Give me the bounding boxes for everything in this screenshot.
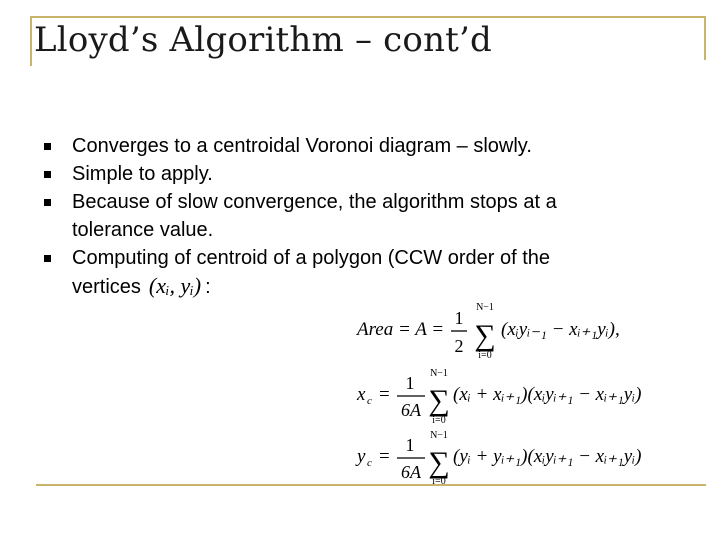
centroid-formulas <box>355 300 675 485</box>
area-label: Area = A = <box>357 319 445 340</box>
bullet-item <box>38 132 638 160</box>
yc-subscript: c <box>367 457 372 469</box>
square-bullet-icon <box>44 143 51 150</box>
xc-equals: = <box>379 384 390 405</box>
area-sum-lower-limit: i=0 <box>478 350 492 361</box>
area-sum-upper-limit: N−1 <box>476 302 494 313</box>
yc-summation-icon: ∑ <box>428 446 450 479</box>
frame-right-rule <box>704 16 706 60</box>
xc-sum-body: (xᵢ + xᵢ₊₁)(xᵢyᵢ₊₁ − xᵢ₊₁yᵢ) <box>453 384 642 405</box>
bullet-item <box>38 244 638 301</box>
xc-label: x <box>357 384 366 405</box>
xc-fraction-denominator: 6A <box>401 400 421 420</box>
bullet-text: Computing of centroid of a polygon (CCW order of the vertices <box>72 247 551 298</box>
frame-left-rule <box>30 16 32 66</box>
yc-label: y <box>357 446 366 467</box>
yc-sum-lower-limit: i=0 <box>432 476 446 485</box>
bullet-text: Because of slow convergence, the algorithm stops at a tolerance value. <box>72 191 557 241</box>
square-bullet-icon <box>44 171 51 178</box>
xc-fraction-numerator: 1 <box>405 373 415 393</box>
bullet-item <box>38 188 638 244</box>
yc-sum-upper-limit: N−1 <box>430 430 448 441</box>
xc-sum-lower-limit: i=0 <box>432 415 446 426</box>
bullet-text: Simple to apply. <box>72 163 213 185</box>
area-summation-icon: ∑ <box>474 319 496 352</box>
xc-summation-icon: ∑ <box>428 384 450 417</box>
bullet-list <box>38 132 638 301</box>
bullet-colon: : <box>205 276 211 298</box>
bullet-item <box>38 160 638 188</box>
xc-sum-upper-limit: N−1 <box>430 368 448 379</box>
yc-fraction-numerator: 1 <box>405 435 415 455</box>
area-fraction-numerator: 1 <box>454 308 464 328</box>
yc-sum-body: (yᵢ + yᵢ₊₁)(xᵢyᵢ₊₁ − xᵢ₊₁yᵢ) <box>453 446 642 467</box>
yc-equals: = <box>379 446 390 467</box>
area-fraction-denominator: 2 <box>454 336 464 356</box>
xc-subscript: c <box>367 395 372 407</box>
frame-top-rule <box>30 16 706 18</box>
yc-fraction-denominator: 6A <box>401 462 421 482</box>
area-sum-body: (xᵢyᵢ₋₁ − xᵢ₊₁yᵢ), <box>501 319 620 340</box>
square-bullet-icon <box>44 199 51 206</box>
square-bullet-icon <box>44 255 51 262</box>
vertex-variable: (xᵢ, yᵢ) <box>148 273 202 298</box>
bullet-text: Converges to a centroidal Voronoi diagram – slowly. <box>72 135 532 157</box>
slide-title: Lloyd’s Algorithm – cont’d <box>34 20 493 60</box>
